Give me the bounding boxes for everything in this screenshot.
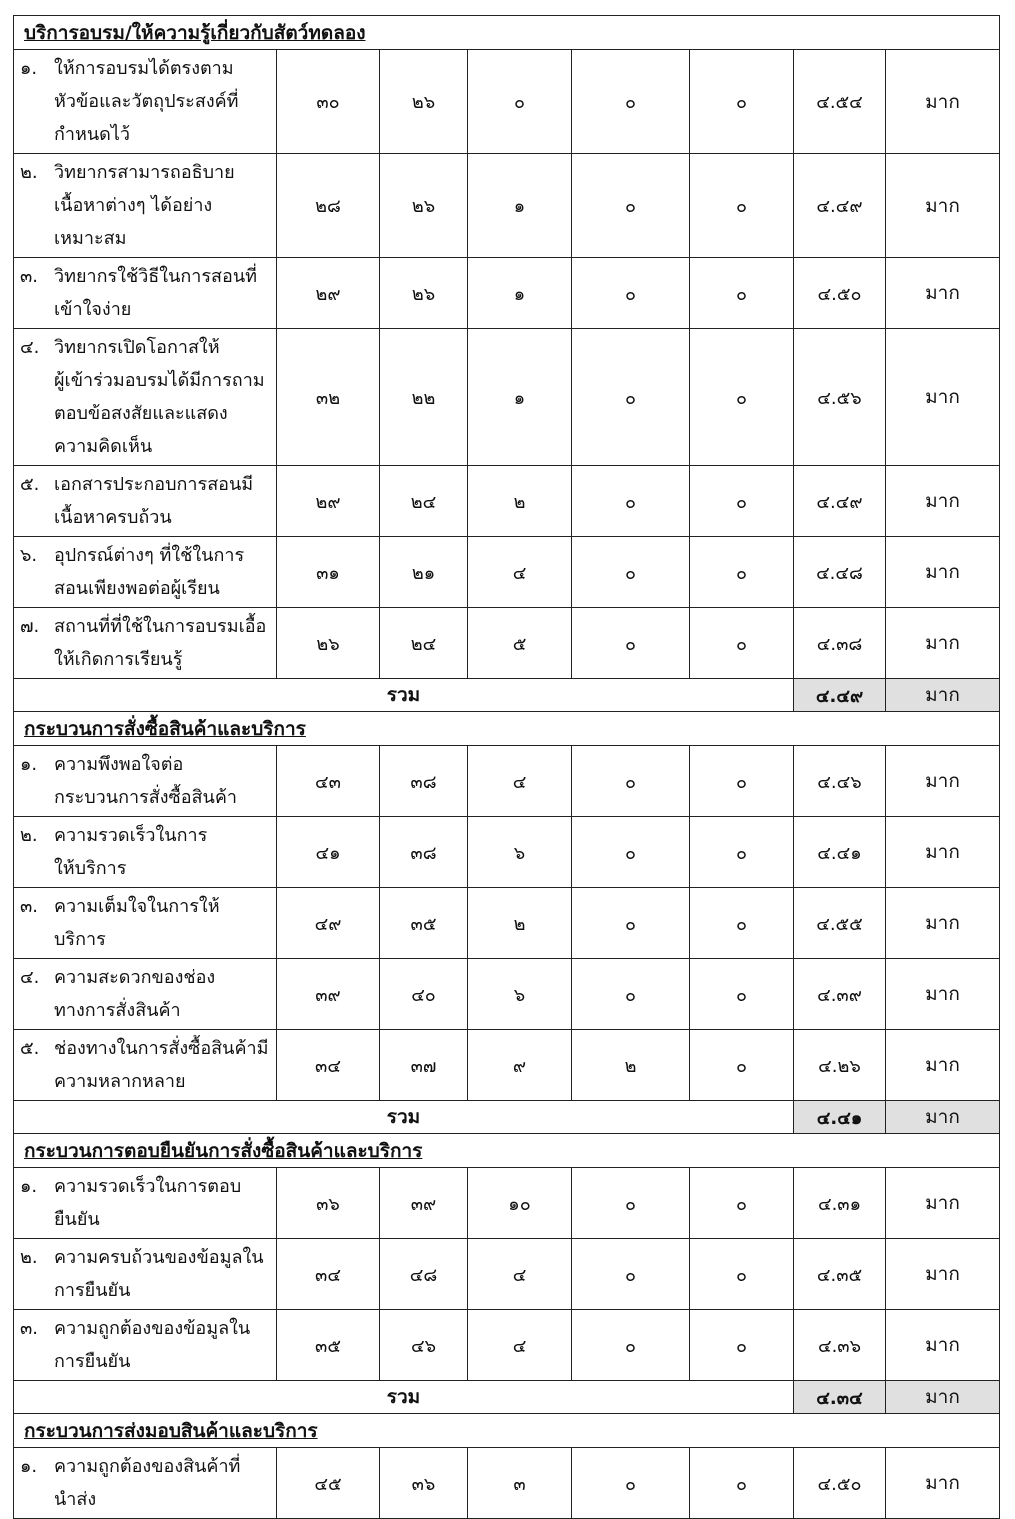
mean-cell: ๔.๔๙ <box>794 154 886 258</box>
table-row <box>14 1030 1000 1101</box>
count-cell-c3: ๓ <box>468 1448 572 1519</box>
count-cell-c2: ๐ <box>572 959 690 1030</box>
level-cell: มาก <box>886 959 1000 1030</box>
item-text-line: ผู้เข้าร่วมอบรมได้มีการถาม <box>54 370 265 391</box>
item-number: ๓. <box>20 1318 39 1339</box>
item-text-line: ความถูกต้องของข้อมูลใน <box>54 1318 251 1339</box>
item-text <box>54 1241 270 1307</box>
count-cell-c4: ๔๖ <box>380 1310 468 1381</box>
item-number: ๒. <box>20 825 38 846</box>
count-cell-c3: ๑ <box>468 154 572 258</box>
item-cell <box>14 1168 277 1239</box>
item-cell <box>14 1310 277 1381</box>
mean-cell: ๔.๓๑ <box>794 1168 886 1239</box>
section-title: กระบวนการสั่งซื้อสินค้าและบริการ <box>24 717 306 740</box>
total-level: มาก <box>886 1101 1000 1134</box>
item-text <box>54 748 270 814</box>
item-text <box>54 1032 270 1098</box>
count-cell-c4: ๒๔ <box>380 466 468 537</box>
count-cell-c1: ๐ <box>690 1239 794 1310</box>
count-cell-c5: ๓๔ <box>277 1239 380 1310</box>
item-number: ๕. <box>20 474 40 495</box>
item-text-line: สอนเพียงพอต่อผู้เรียน <box>54 578 220 599</box>
item-text-line: กำหนดไว้ <box>54 124 131 145</box>
count-cell-c3: ๕ <box>468 608 572 679</box>
count-cell-c1: ๐ <box>690 258 794 329</box>
item-number: ๔. <box>20 337 40 358</box>
section-header-cell <box>14 1414 1000 1448</box>
table-row <box>14 817 1000 888</box>
item-text-line: เนื้อหาครบถ้วน <box>54 507 172 528</box>
item-number: ๑. <box>20 754 38 775</box>
count-cell-c5: ๔๕ <box>277 1448 380 1519</box>
count-cell-c5: ๒๘ <box>277 154 380 258</box>
item-text-line: นำส่ง <box>54 1489 97 1510</box>
item-text-line: ความรวดเร็วในการตอบ <box>54 1176 242 1197</box>
count-cell-c5: ๓๐ <box>277 50 380 154</box>
count-cell-c3: ๔ <box>468 537 572 608</box>
section-title: กระบวนการตอบยืนยันการสั่งซื้อสินค้าและบริการ <box>24 1139 423 1162</box>
count-cell-c4: ๔๘ <box>380 1239 468 1310</box>
count-cell-c5: ๓๔ <box>277 1030 380 1101</box>
item-text <box>54 539 270 605</box>
total-level: มาก <box>886 679 1000 712</box>
level-cell: มาก <box>886 1168 1000 1239</box>
level-cell: มาก <box>886 817 1000 888</box>
count-cell-c2: ๐ <box>572 537 690 608</box>
count-cell-c3: ๒ <box>468 888 572 959</box>
item-text-line: วิทยากรใช้วิธีในการสอนที่ <box>54 266 258 287</box>
mean-cell: ๔.๕๐ <box>794 1448 886 1519</box>
count-cell-c2: ๐ <box>572 329 690 466</box>
count-cell-c2: ๐ <box>572 1168 690 1239</box>
count-cell-c2: ๒ <box>572 1030 690 1101</box>
item-number: ๗. <box>20 616 40 637</box>
count-cell-c3: ๙ <box>468 1030 572 1101</box>
count-cell-c2: ๐ <box>572 888 690 959</box>
level-cell: มาก <box>886 1030 1000 1101</box>
table-row <box>14 466 1000 537</box>
item-text-line: เอกสารประกอบการสอนมี <box>54 474 254 495</box>
total-mean: ๔.๔๙ <box>794 679 886 712</box>
count-cell-c5: ๒๙ <box>277 258 380 329</box>
item-cell <box>14 746 277 817</box>
item-text-line: อุปกรณ์ต่างๆ ที่ใช้ในการ <box>54 545 245 566</box>
item-text-line: ความสะดวกของช่อง <box>54 967 216 988</box>
item-cell <box>14 1030 277 1101</box>
count-cell-c3: ๖ <box>468 817 572 888</box>
item-text-line: การยืนยัน <box>54 1351 131 1372</box>
count-cell-c3: ๒ <box>468 466 572 537</box>
count-cell-c1: ๐ <box>690 329 794 466</box>
level-cell: มาก <box>886 50 1000 154</box>
count-cell-c2: ๐ <box>572 50 690 154</box>
count-cell-c4: ๓๗ <box>380 1030 468 1101</box>
table-row <box>14 608 1000 679</box>
level-cell: มาก <box>886 1448 1000 1519</box>
count-cell-c1: ๐ <box>690 746 794 817</box>
item-cell <box>14 959 277 1030</box>
count-cell-c3: ๖ <box>468 959 572 1030</box>
level-cell: มาก <box>886 888 1000 959</box>
count-cell-c1: ๐ <box>690 608 794 679</box>
section-header-cell <box>14 1134 1000 1168</box>
count-cell-c4: ๒๖ <box>380 50 468 154</box>
table-row <box>14 154 1000 258</box>
item-text-line: ทางการสั่งสินค้า <box>54 1000 181 1021</box>
item-text-line: ความหลากหลาย <box>54 1071 186 1092</box>
total-row <box>14 1101 1000 1134</box>
item-number: ๕. <box>20 1038 40 1059</box>
count-cell-c2: ๐ <box>572 1448 690 1519</box>
total-label: รวม <box>14 1381 794 1414</box>
item-text-line: ให้บริการ <box>54 858 127 879</box>
count-cell-c3: ๔ <box>468 1239 572 1310</box>
count-cell-c4: ๒๑ <box>380 537 468 608</box>
total-mean: ๔.๓๔ <box>794 1381 886 1414</box>
total-label: รวม <box>14 1101 794 1134</box>
section-header-row <box>14 1414 1000 1448</box>
count-cell-c2: ๐ <box>572 817 690 888</box>
mean-cell: ๔.๒๖ <box>794 1030 886 1101</box>
count-cell-c4: ๒๒ <box>380 329 468 466</box>
total-mean: ๔.๔๑ <box>794 1101 886 1134</box>
count-cell-c1: ๐ <box>690 1030 794 1101</box>
satisfaction-table <box>13 15 1000 1519</box>
table-row <box>14 1310 1000 1381</box>
level-cell: มาก <box>886 746 1000 817</box>
mean-cell: ๔.๓๘ <box>794 608 886 679</box>
count-cell-c5: ๔๙ <box>277 888 380 959</box>
level-cell: มาก <box>886 537 1000 608</box>
item-text <box>54 1312 270 1378</box>
count-cell-c2: ๐ <box>572 1239 690 1310</box>
item-text-line: กระบวนการสั่งซื้อสินค้า <box>54 787 237 808</box>
count-cell-c5: ๓๖ <box>277 1168 380 1239</box>
item-text-line: ความรวดเร็วในการ <box>54 825 208 846</box>
section-header-cell <box>14 712 1000 746</box>
item-text-line: วิทยากรสามารถอธิบาย <box>54 162 235 183</box>
mean-cell: ๔.๓๖ <box>794 1310 886 1381</box>
item-cell <box>14 258 277 329</box>
count-cell-c5: ๔๑ <box>277 817 380 888</box>
count-cell-c2: ๐ <box>572 746 690 817</box>
count-cell-c2: ๐ <box>572 1310 690 1381</box>
level-cell: มาก <box>886 1239 1000 1310</box>
count-cell-c3: ๔ <box>468 746 572 817</box>
item-text <box>54 260 270 326</box>
table-row <box>14 537 1000 608</box>
item-text <box>54 961 270 1027</box>
table-row <box>14 50 1000 154</box>
count-cell-c1: ๐ <box>690 959 794 1030</box>
mean-cell: ๔.๕๖ <box>794 329 886 466</box>
count-cell-c1: ๐ <box>690 817 794 888</box>
item-text-line: ความคิดเห็น <box>54 436 153 457</box>
mean-cell: ๔.๔๘ <box>794 537 886 608</box>
count-cell-c5: ๓๕ <box>277 1310 380 1381</box>
count-cell-c4: ๓๕ <box>380 888 468 959</box>
item-cell <box>14 329 277 466</box>
item-cell <box>14 50 277 154</box>
count-cell-c2: ๐ <box>572 154 690 258</box>
item-text <box>54 1450 270 1516</box>
item-text <box>54 610 270 676</box>
count-cell-c1: ๐ <box>690 888 794 959</box>
item-text-line: ยืนยัน <box>54 1209 100 1230</box>
count-cell-c4: ๒๖ <box>380 154 468 258</box>
mean-cell: ๔.๕๔ <box>794 50 886 154</box>
item-cell <box>14 537 277 608</box>
level-cell: มาก <box>886 466 1000 537</box>
count-cell-c3: ๐ <box>468 50 572 154</box>
item-text-line: วิทยากรเปิดโอกาสให้ <box>54 337 220 358</box>
item-number: ๑. <box>20 1176 38 1197</box>
item-cell <box>14 888 277 959</box>
item-text <box>54 819 270 885</box>
count-cell-c4: ๓๖ <box>380 1448 468 1519</box>
item-number: ๖. <box>20 545 38 566</box>
mean-cell: ๔.๕๐ <box>794 258 886 329</box>
item-text-line: ให้เกิดการเรียนรู้ <box>54 649 183 670</box>
count-cell-c1: ๐ <box>690 1310 794 1381</box>
section-header-row <box>14 16 1000 50</box>
item-text <box>54 468 270 534</box>
item-number: ๒. <box>20 162 38 183</box>
total-row <box>14 679 1000 712</box>
item-cell <box>14 1448 277 1519</box>
item-cell <box>14 154 277 258</box>
count-cell-c4: ๓๘ <box>380 746 468 817</box>
table-row <box>14 1239 1000 1310</box>
section-header-cell <box>14 16 1000 50</box>
count-cell-c4: ๒๔ <box>380 608 468 679</box>
count-cell-c3: ๑ <box>468 258 572 329</box>
count-cell-c4: ๔๐ <box>380 959 468 1030</box>
item-text-line: ช่องทางในการสั่งซื้อสินค้ามี <box>54 1038 269 1059</box>
count-cell-c5: ๔๓ <box>277 746 380 817</box>
count-cell-c5: ๓๑ <box>277 537 380 608</box>
count-cell-c4: ๓๙ <box>380 1168 468 1239</box>
section-header-row <box>14 1134 1000 1168</box>
count-cell-c2: ๐ <box>572 608 690 679</box>
mean-cell: ๔.๓๕ <box>794 1239 886 1310</box>
level-cell: มาก <box>886 329 1000 466</box>
item-text <box>54 1170 270 1236</box>
item-text <box>54 52 270 151</box>
item-cell <box>14 1239 277 1310</box>
item-cell <box>14 817 277 888</box>
table-row <box>14 258 1000 329</box>
item-text-line: ความเต็มใจในการให้บริการ <box>54 896 220 950</box>
count-cell-c3: ๔ <box>468 1310 572 1381</box>
count-cell-c5: ๓๙ <box>277 959 380 1030</box>
level-cell: มาก <box>886 154 1000 258</box>
item-text <box>54 156 270 255</box>
count-cell-c5: ๒๙ <box>277 466 380 537</box>
item-number: ๓. <box>20 896 39 917</box>
count-cell-c4: ๒๖ <box>380 258 468 329</box>
section-header-row <box>14 712 1000 746</box>
item-text-line: การยืนยัน <box>54 1280 131 1301</box>
item-text-line: เนื้อหาต่างๆ ได้อย่าง <box>54 195 213 216</box>
section-title: บริการอบรม/ให้ความรู้เกี่ยวกับสัตว์ทดลอง <box>24 21 366 44</box>
item-text-line: เหมาะสม <box>54 228 127 249</box>
mean-cell: ๔.๓๙ <box>794 959 886 1030</box>
item-text-line: ความพึงพอใจต่อ <box>54 754 184 775</box>
count-cell-c1: ๐ <box>690 537 794 608</box>
count-cell-c5: ๒๖ <box>277 608 380 679</box>
table-row <box>14 329 1000 466</box>
item-text-line: สถานที่ที่ใช้ในการอบรมเอื้อ <box>54 616 267 637</box>
item-text-line: เข้าใจง่าย <box>54 299 132 320</box>
count-cell-c1: ๐ <box>690 466 794 537</box>
item-number: ๒. <box>20 1247 38 1268</box>
total-level: มาก <box>886 1381 1000 1414</box>
count-cell-c1: ๐ <box>690 1168 794 1239</box>
total-row <box>14 1381 1000 1414</box>
item-number: ๓. <box>20 266 39 287</box>
total-label: รวม <box>14 679 794 712</box>
item-text-line: ตอบข้อสงสัยและแสดง <box>54 403 228 424</box>
section-title: กระบวนการส่งมอบสินค้าและบริการ <box>24 1419 318 1442</box>
level-cell: มาก <box>886 258 1000 329</box>
count-cell-c4: ๓๘ <box>380 817 468 888</box>
count-cell-c3: ๑๐ <box>468 1168 572 1239</box>
item-text-line: ความถูกต้องของสินค้าที่ <box>54 1456 241 1477</box>
level-cell: มาก <box>886 1310 1000 1381</box>
table-row <box>14 888 1000 959</box>
level-cell: มาก <box>886 608 1000 679</box>
item-text-line: หัวข้อและวัตถุประสงค์ที่ <box>54 91 239 112</box>
count-cell-c1: ๐ <box>690 50 794 154</box>
mean-cell: ๔.๕๕ <box>794 888 886 959</box>
count-cell-c2: ๐ <box>572 466 690 537</box>
item-cell <box>14 608 277 679</box>
count-cell-c1: ๐ <box>690 154 794 258</box>
table-row <box>14 746 1000 817</box>
item-text-line: ให้การอบรมได้ตรงตาม <box>54 58 234 79</box>
count-cell-c2: ๐ <box>572 258 690 329</box>
count-cell-c1: ๐ <box>690 1448 794 1519</box>
table-row <box>14 1448 1000 1519</box>
item-number: ๔. <box>20 967 40 988</box>
count-cell-c5: ๓๒ <box>277 329 380 466</box>
mean-cell: ๔.๔๖ <box>794 746 886 817</box>
item-text-line: ความครบถ้วนของข้อมูลใน <box>54 1247 264 1268</box>
item-text <box>54 890 270 956</box>
mean-cell: ๔.๔๙ <box>794 466 886 537</box>
item-number: ๑. <box>20 58 38 79</box>
table-row <box>14 1168 1000 1239</box>
mean-cell: ๔.๔๑ <box>794 817 886 888</box>
item-number: ๑. <box>20 1456 38 1477</box>
table-row <box>14 959 1000 1030</box>
count-cell-c3: ๑ <box>468 329 572 466</box>
item-text <box>54 331 270 463</box>
item-cell <box>14 466 277 537</box>
